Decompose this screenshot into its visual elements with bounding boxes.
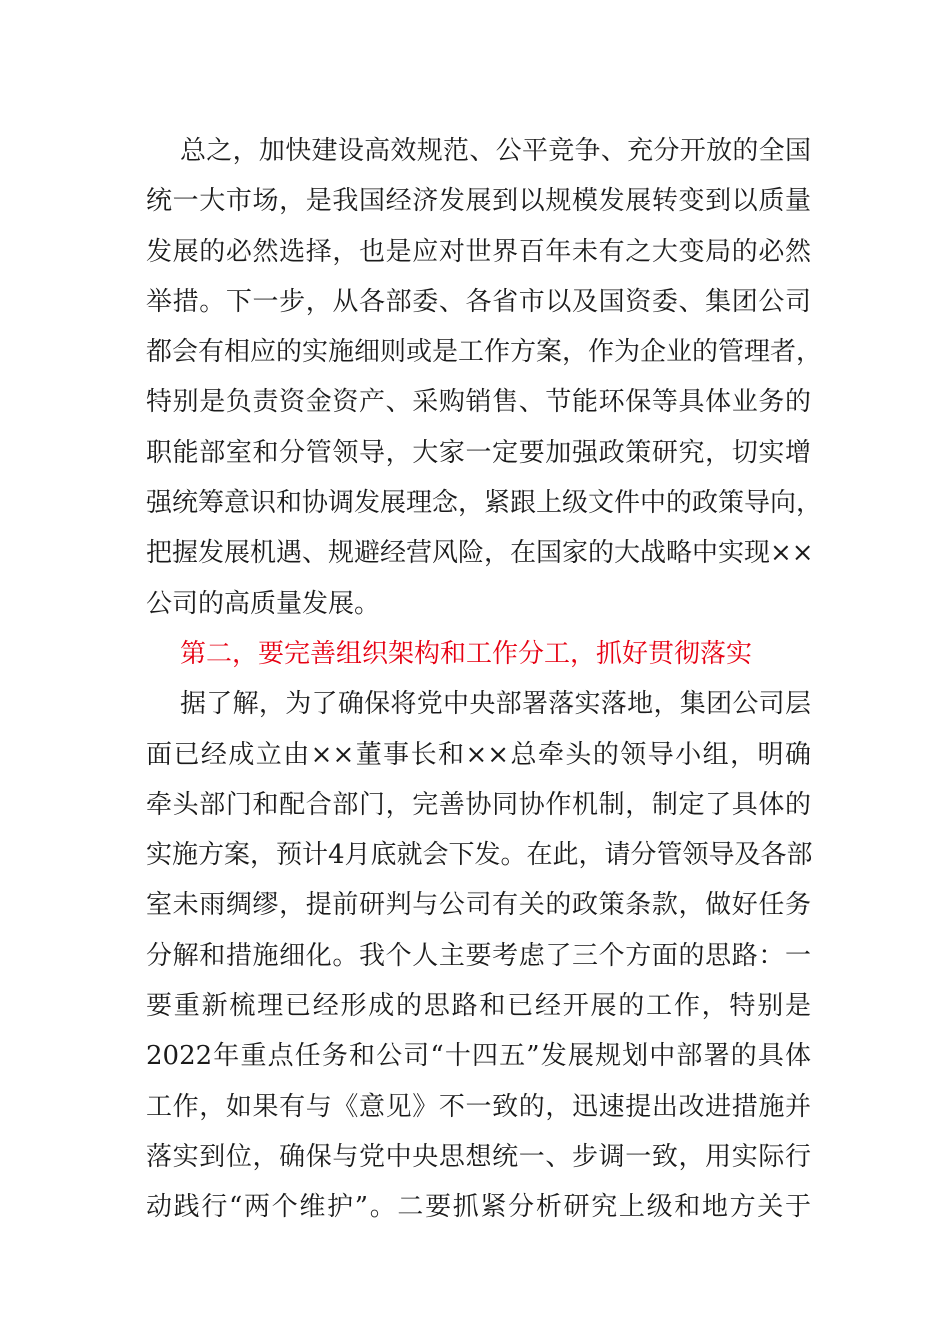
paragraph-line: 强统筹意识和协调发展理念，紧跟上级文件中的政策导向， — [146, 488, 823, 519]
paragraph-line: 落实到位，确保与党中央思想统一、步调一致，用实际行 — [146, 1141, 811, 1172]
document-body — [146, 126, 823, 1233]
paragraph-line: 都会有相应的实施细则或是工作方案，作为企业的管理者， — [146, 337, 823, 368]
paragraph-line: 发展的必然选择，也是应对世界百年未有之大变局的必然 — [146, 236, 811, 267]
paragraph-line: 举措。下一步，从各部委、各省市以及国资委、集团公司 — [146, 286, 811, 317]
paragraph-line: 把握发展机遇、规避经营风险，在国家的大战略中实现×× — [146, 538, 814, 569]
paragraph-line: 统一大市场，是我国经济发展到以规模发展转变到以质量 — [146, 186, 811, 217]
section-heading: 第二，要完善组织架构和工作分工，抓好贯彻落实 — [180, 638, 753, 669]
paragraph-line: 2022年重点任务和公司“十四五”发展规划中部署的具体 — [146, 1041, 811, 1072]
paragraph-line: 牵头部门和配合部门，完善协同协作机制，制定了具体的 — [146, 789, 811, 820]
paragraph-line: 面已经成立由××董事长和××总牵头的领导小组，明确 — [146, 739, 811, 770]
paragraph-organization — [146, 679, 811, 1232]
paragraph-line: 分解和措施细化。我个人主要考虑了三个方面的思路：一 — [146, 940, 811, 971]
paragraph-line: 公司的高质量发展。 — [146, 588, 381, 619]
paragraph-line: 工作，如果有与《意见》不一致的，迅速提出改进措施并 — [146, 1091, 811, 1122]
paragraph-line: 总之，加快建设高效规范、公平竞争、充分开放的全国 — [180, 136, 811, 166]
paragraph-line: 职能部室和分管领导，大家一定要加强政策研究，切实增 — [146, 437, 811, 468]
paragraph-summary — [146, 126, 823, 629]
paragraph-line: 要重新梳理已经形成的思路和已经开展的工作，特别是 — [146, 991, 811, 1022]
paragraph-line: 特别是负责资金资产、采购销售、节能环保等具体业务的 — [146, 387, 811, 418]
paragraph-line: 室未雨绸缪，提前研判与公司有关的政策条款，做好任务 — [146, 890, 811, 921]
paragraph-line: 实施方案，预计4月底就会下发。在此，请分管领导及各部 — [146, 840, 813, 871]
paragraph-line: 动践行“两个维护”。二要抓紧分析研究上级和地方关于 — [146, 1192, 811, 1223]
paragraph-line: 据了解，为了确保将党中央部署落实落地，集团公司层 — [180, 689, 811, 720]
